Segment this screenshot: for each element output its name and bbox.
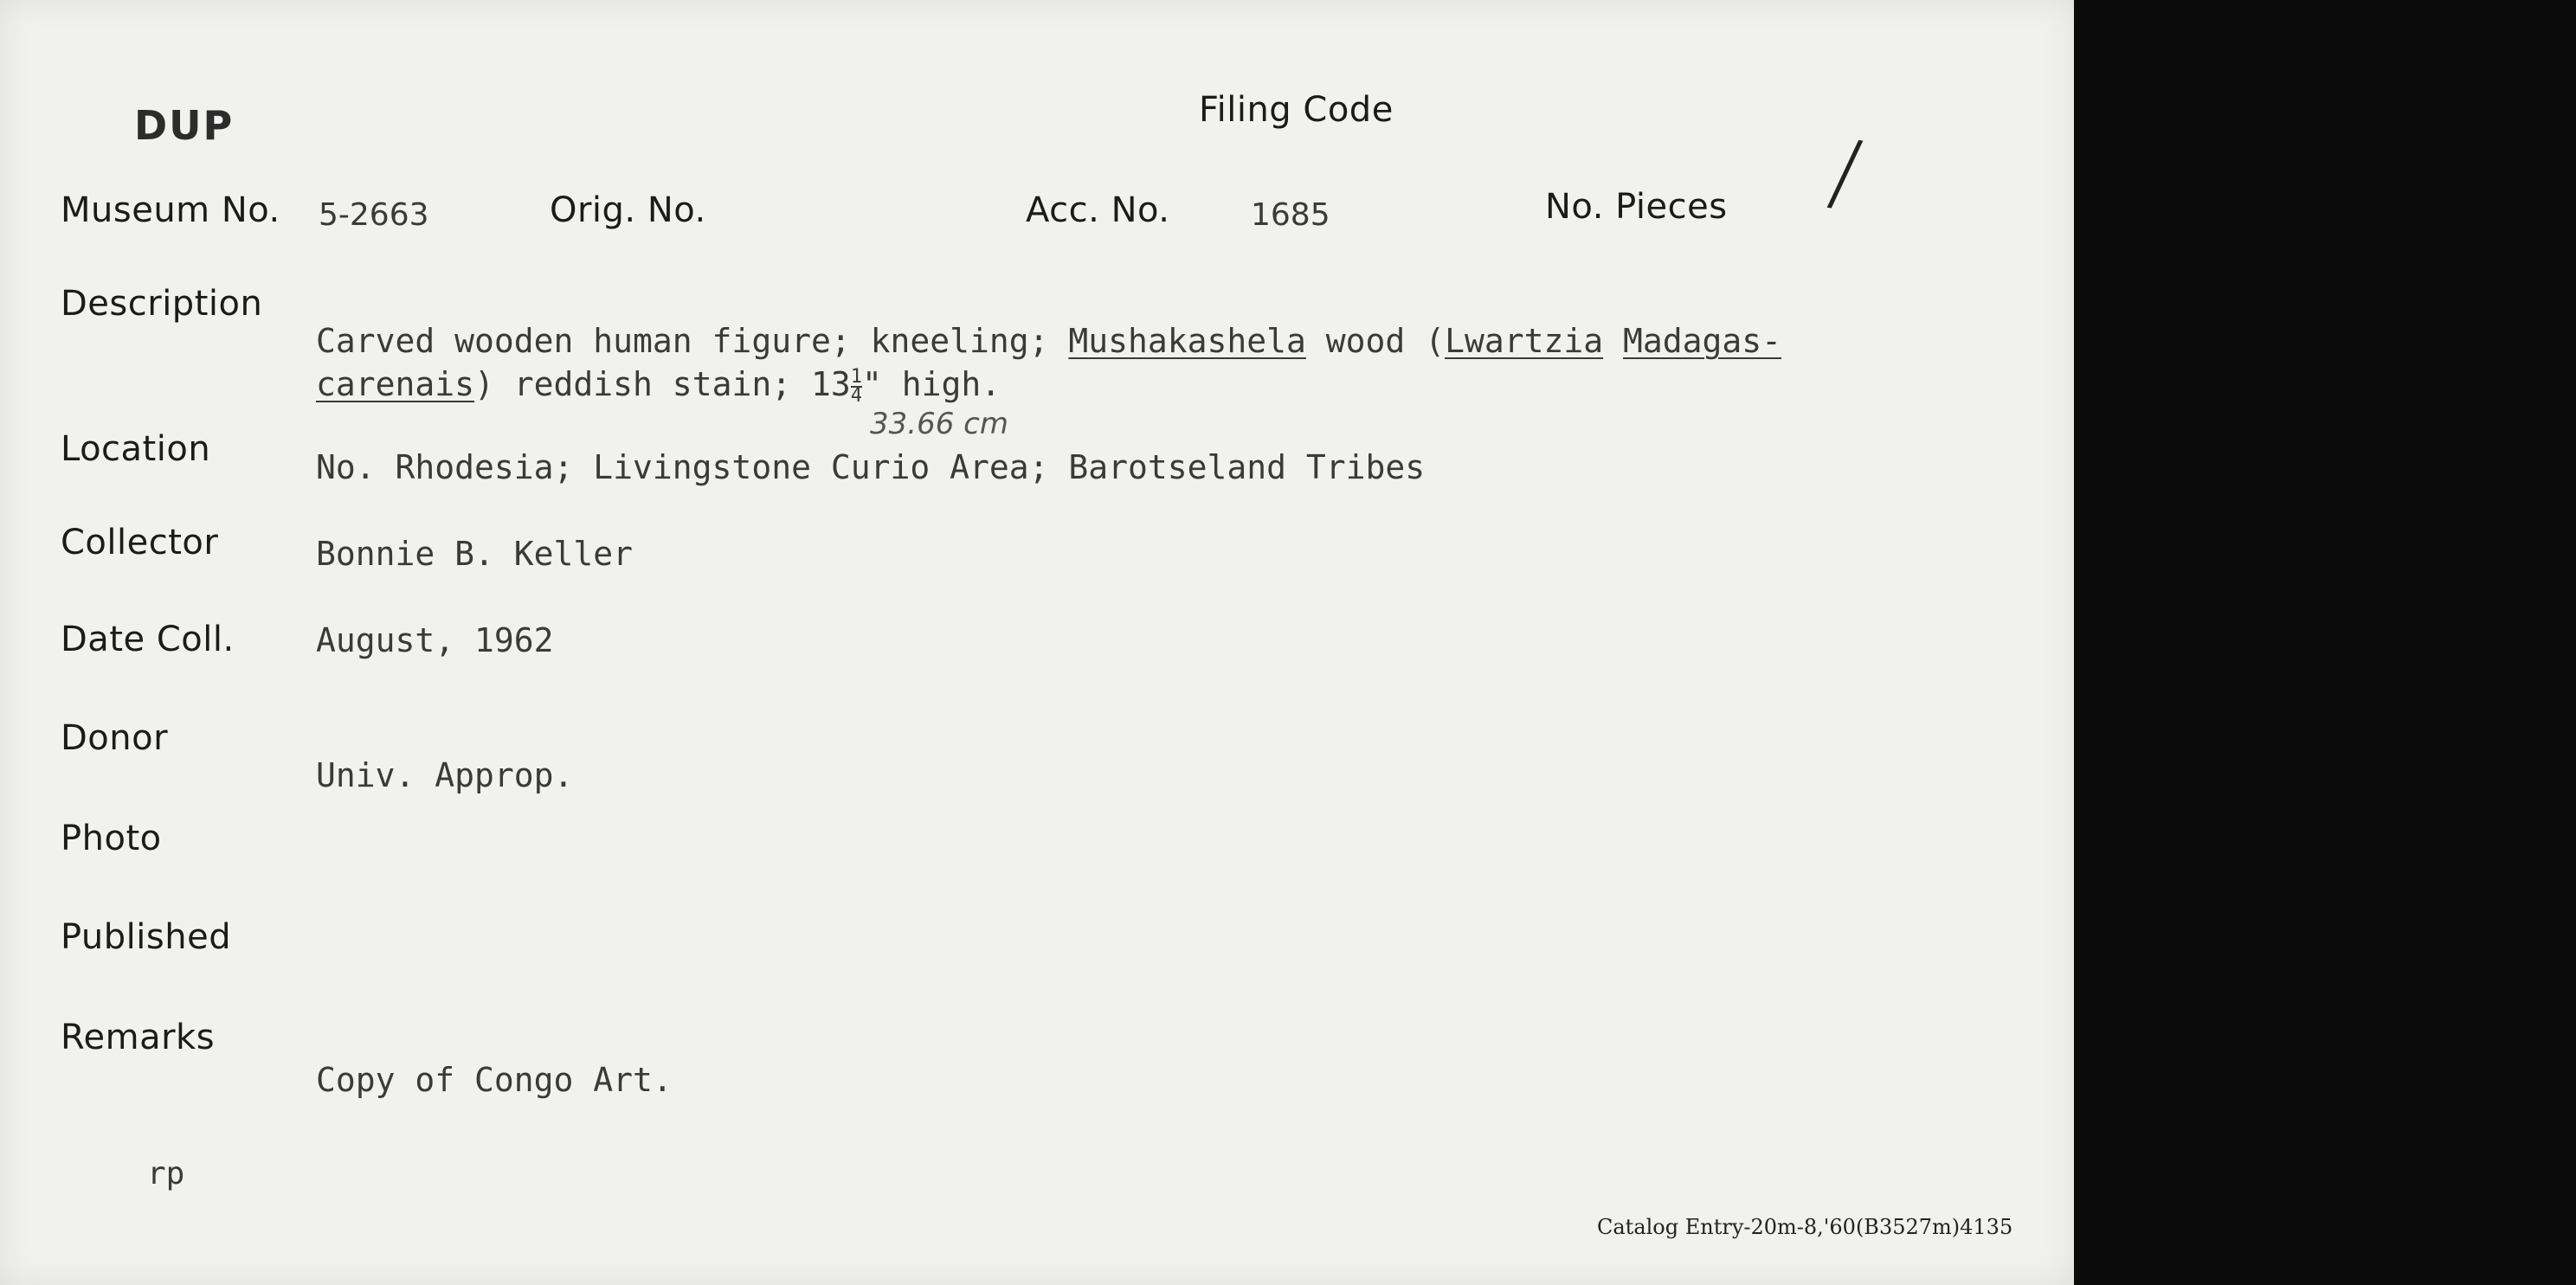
description-line-1 [316,322,1781,360]
donor-label: Donor [61,718,169,758]
initials: rp [147,1156,185,1192]
orig-no-label: Orig. No. [550,190,706,230]
no-pieces-label: No. Pieces [1545,187,1728,227]
museum-no-label: Museum No. [61,190,280,230]
description-wood-name: Mushakashela [1068,322,1306,360]
fraction-denominator: 4 [850,384,862,407]
fraction-numerator: 1 [850,365,862,388]
description-text: ) reddish stain; 13 [474,365,851,403]
collector-value: Bonnie B. Keller [316,535,634,573]
handwritten-measurement: 33.66 cm [870,407,1008,441]
description-text: " high. [861,365,1001,403]
location-value: No. Rhodesia; Livingstone Curio Area; Barotseland Tribes [316,448,1426,486]
filing-code-label: Filing Code [1199,90,1394,130]
description-text: Carved wooden human figure; kneeling; [316,322,1069,360]
date-coll-label: Date Coll. [61,620,235,659]
date-coll-value: August, 1962 [316,621,554,659]
donor-value: Univ. Approp. [316,756,574,794]
location-label: Location [61,429,211,469]
dup-stamp: DUP [134,102,235,149]
description-genus: Lwartzia [1445,322,1604,360]
photo-label: Photo [61,819,162,858]
museum-no-value: 5-2663 [319,197,429,233]
remarks-value: Copy of Congo Art. [316,1061,673,1099]
acc-no-label: Acc. No. [1026,190,1170,230]
description-text [1603,322,1623,360]
collector-label: Collector [61,523,219,562]
published-label: Published [61,917,232,957]
acc-no-value: 1685 [1251,197,1330,233]
remarks-label: Remarks [61,1018,216,1057]
description-label: Description [61,284,263,324]
description-species-a: Madagas- [1623,322,1782,360]
fraction [850,365,862,407]
description-text: wood ( [1305,322,1446,360]
catalog-footer: Catalog Entry-20m-8,'60(B3527m)4135 [1597,1215,2013,1239]
filing-code-mark: / [1824,119,1867,224]
description-species-b: carenais [316,365,475,403]
description-line-2 [316,365,1001,405]
